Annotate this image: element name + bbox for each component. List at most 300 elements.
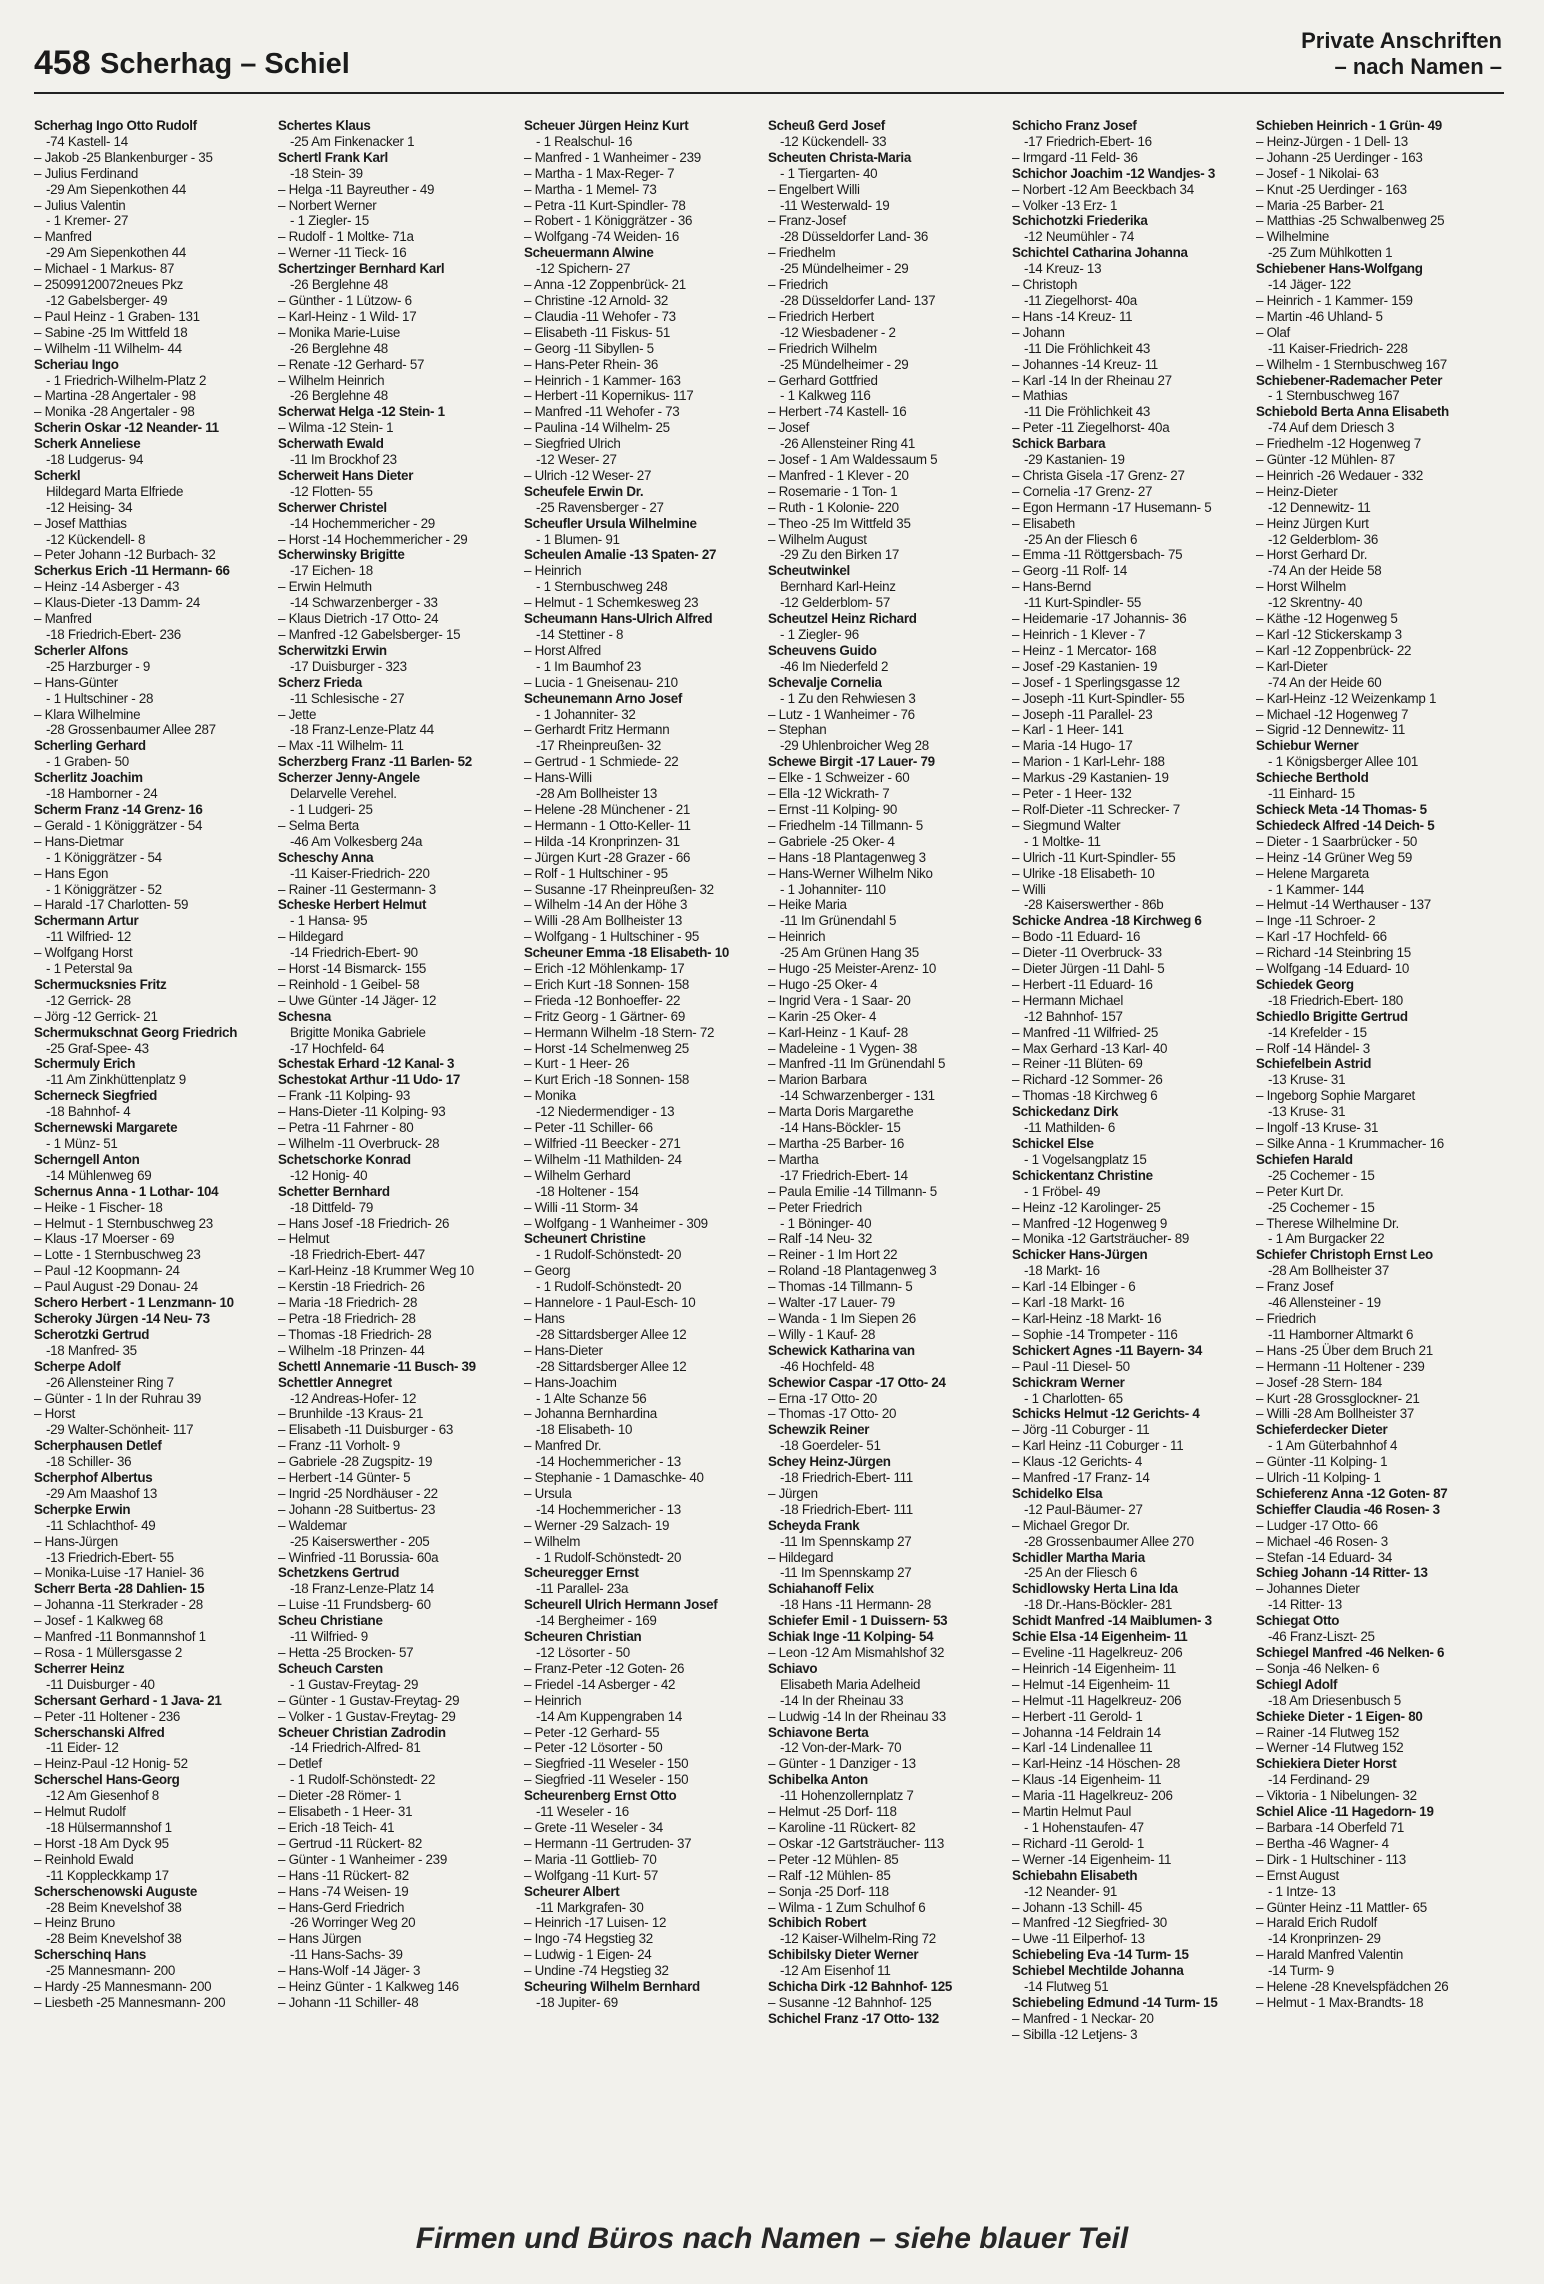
listing-name-entry: Schewzik Reiner — [768, 1422, 870, 1438]
listing-line: -13 Kruse- 31 — [1268, 1072, 1346, 1088]
listing-line: – Friedrich — [768, 277, 828, 293]
listing-line: -12 Kückendell- 8 — [46, 531, 146, 547]
listing-line: – Karl-Heinz -14 Höschen- 28 — [1012, 1756, 1180, 1772]
listing-line: - 1 Rudolf-Schönstedt- 20 — [536, 1549, 682, 1565]
listing-line: – Klaus -14 Eigenheim- 11 — [1012, 1772, 1162, 1788]
listing-name-entry: Scheschy Anna — [278, 849, 374, 865]
listing-line: – Helmut - 1 Schemkesweg 23 — [524, 595, 699, 611]
listing-line: – Elisabeth -11 Duisburger - 63 — [278, 1422, 454, 1438]
listing-line: -11 Kaiser-Friedrich- 228 — [1268, 340, 1408, 356]
listing-name-entry: Schicho Franz Josef — [1012, 118, 1137, 133]
listing-line: - 1 Hultschiner - 28 — [46, 690, 154, 706]
listing-name-entry: Schiebahn Elisabeth — [1012, 1867, 1138, 1883]
listing-line: – Ralf -12 Mühlen- 85 — [768, 1867, 891, 1883]
listing-line: – Ingo -74 Hegstieg 32 — [524, 1931, 653, 1947]
listing-line: – Richard -12 Sommer- 26 — [1012, 1072, 1163, 1088]
listing-line: – Fritz Georg - 1 Gärtner- 69 — [524, 1008, 685, 1024]
listing-line: – Detlef — [278, 1756, 322, 1772]
listing-line: -25 Cochemer - 15 — [1268, 1167, 1375, 1183]
listing-line: - 1 Kremer- 27 — [46, 213, 129, 229]
listing-line: – Heike - 1 Fischer- 18 — [34, 1199, 163, 1215]
listing-line: -18 Goerdeler- 51 — [780, 1438, 881, 1454]
listing-line: -25 An der Fliesch 6 — [1024, 531, 1138, 547]
listing-line: – Manfred -11 Im Grünendahl 5 — [768, 1056, 946, 1072]
listing-line: – Erich -18 Teich- 41 — [278, 1819, 395, 1835]
listing-line: – Ingeborg Sophie Margaret — [1256, 1088, 1415, 1104]
listing-line: – Josef - 1 Am Waldessaum 5 — [768, 452, 938, 468]
listing-line: – Wilhelm -11 Overbruck- 28 — [278, 1136, 440, 1151]
listing-line: -18 Holtener - 154 — [536, 1183, 639, 1199]
listing-line: – Sophie -14 Trompeter - 116 — [1012, 1326, 1178, 1342]
listing-line: – Josef - 1 Kalkweg 68 — [34, 1613, 163, 1629]
listing-line: – Kurt - 1 Heer- 26 — [524, 1056, 630, 1072]
listing-line: – Helmut -14 Werthauser - 137 — [1256, 897, 1431, 913]
listing-line: – Karl -17 Hochfeld- 66 — [1256, 929, 1387, 945]
listing-line: -14 Ferdinand- 29 — [1268, 1772, 1370, 1788]
listing-name-entry: Schiak Inge -11 Kolping- 54 — [768, 1629, 934, 1645]
listing-name-entry: Scherzer Jenny-Angele — [278, 770, 420, 786]
listing-name-entry: Schiebel Mechtilde Johanna — [1012, 1963, 1184, 1979]
listing-line: – Theo -25 Im Wittfeld 35 — [768, 515, 911, 531]
listing-line: -14 Hochemmericher - 13 — [536, 1454, 681, 1470]
listing-line: – Christoph — [1012, 277, 1078, 293]
listing-line: – Max -11 Wilhelm- 11 — [278, 738, 404, 754]
listing-line: – Heinz Bruno — [34, 1915, 115, 1931]
listing-line: – Rudolf - 1 Moltke- 71a — [278, 229, 414, 245]
listing-line: – Susanne -17 Rheinpreußen- 32 — [524, 881, 714, 897]
listing-line: – Richard -14 Steinbring 15 — [1256, 945, 1411, 961]
listing-line: -14 Kreuz- 13 — [1024, 261, 1102, 277]
listing-line: – Peter -11 Schiller- 66 — [524, 1120, 653, 1136]
listing-line: -12 Spichern- 27 — [536, 261, 631, 277]
listing-name-entry: Schicke Andrea -18 Kirchweg 6 — [1012, 913, 1202, 929]
listing-line: – Dieter - 1 Saarbrücker - 50 — [1256, 833, 1417, 849]
listing-line: -25 Cochemer - 15 — [1268, 1199, 1375, 1215]
listing-line: – Heinrich -14 Eigenheim- 11 — [1012, 1660, 1177, 1676]
listing-line: – Karoline -11 Rückert- 82 — [768, 1819, 916, 1835]
listing-line: – Helmut Rudolf — [34, 1804, 126, 1820]
listing-line: -14 Turm- 9 — [1268, 1963, 1334, 1979]
listing-line: -12 Bahnhof- 157 — [1024, 1008, 1123, 1024]
listing-line: – Hans Josef -18 Friedrich- 26 — [278, 1215, 450, 1231]
listing-line: – Frieda -12 Bonhoeffer- 22 — [524, 992, 681, 1008]
listing-line: – Horst -14 Hochemmericher - 29 — [278, 531, 468, 547]
listing-line: – Manfred -12 Siegfried- 30 — [1012, 1915, 1167, 1931]
listing-line: -11 Ziegelhorst- 40a — [1024, 292, 1137, 308]
listing-line: – Herbert -14 Günter- 5 — [278, 1470, 411, 1486]
listing-line: – Paul -12 Koopmann- 24 — [34, 1263, 180, 1279]
listing-line: – Hans — [524, 1310, 565, 1326]
listing-line: Brigitte Monika Gabriele — [290, 1024, 426, 1040]
listing-line: -14 Schwarzenberger - 131 — [780, 1088, 935, 1104]
listing-line: – Helmut -25 Dorf- 118 — [768, 1804, 897, 1820]
listing-line: – Hans-Dieter — [524, 1342, 603, 1358]
listing-line: – Michael -46 Rosen- 3 — [1256, 1533, 1388, 1549]
listing-line: -12 Gabelsberger- 49 — [46, 292, 168, 308]
listing-line: – Susanne -12 Bahnhof- 125 — [768, 1994, 932, 2010]
listing-line: – Friedhelm -12 Hogenweg 7 — [1256, 436, 1421, 452]
listing-line: – Brunhilde -13 Kraus- 21 — [278, 1406, 424, 1422]
listing-line: -12 Am Giesenhof 8 — [46, 1788, 159, 1804]
listing-line: – Martha - 1 Memel- 73 — [524, 181, 657, 197]
listing-line: – Johann -11 Schiller- 48 — [278, 1994, 419, 2010]
listing-line: – Norbert -12 Am Beeckbach 34 — [1012, 181, 1194, 197]
listing-line: – Elisabeth — [1012, 515, 1075, 531]
listing-line: – Lucia - 1 Gneisenau- 210 — [524, 674, 678, 690]
directory-columns — [34, 118, 1504, 2203]
listing-line: – Friedel -14 Asberger - 42 — [524, 1676, 676, 1692]
listing-line: – Heinz Jürgen Kurt — [1256, 515, 1369, 531]
listing-line: -11 Einhard- 15 — [1268, 786, 1355, 802]
listing-line: -11 Markgrafen- 30 — [536, 1899, 644, 1915]
listing-line: – Horst -14 Bismarck- 155 — [278, 961, 427, 977]
listing-line: -14 Friedrich-Ebert- 90 — [290, 945, 418, 961]
listing-line: – Knut -25 Uerdinger - 163 — [1256, 181, 1407, 197]
listing-line: – Heinz -14 Asberger - 43 — [34, 579, 180, 595]
listing-line: – Marta Doris Margarethe — [768, 1104, 914, 1120]
listing-line: – Maria -11 Gottlieb- 70 — [524, 1851, 657, 1867]
listing-line: Hildegard Marta Elfriede — [46, 483, 184, 499]
listing-name-entry: Schewick Katharina van — [768, 1342, 915, 1358]
listing-line: -12 Andreas-Hofer- 12 — [290, 1390, 417, 1406]
listing-line: -11 Weseler - 16 — [536, 1804, 629, 1820]
listing-line: - 1 Rudolf-Schönstedt- 22 — [290, 1772, 436, 1788]
listing-line: – Horst -18 Am Dyck 95 — [34, 1835, 169, 1851]
listing-name-entry: Scherpke Erwin — [34, 1501, 131, 1517]
listing-line: -11 Schlachthof- 49 — [46, 1517, 156, 1533]
listing-line: – Klaus -12 Gerichts- 4 — [1012, 1454, 1143, 1470]
listing-line: – Robert - 1 Königgrätzer - 36 — [524, 213, 693, 229]
listing-line: -17 Duisburger - 323 — [290, 658, 407, 674]
listing-line: – Hans -25 Über dem Bruch 21 — [1256, 1342, 1433, 1358]
listing-name-entry: Schiegl Adolf — [1256, 1676, 1338, 1692]
listing-line: – Dieter Jürgen -11 Dahl- 5 — [1012, 961, 1165, 977]
listing-line: – Helene -28 Knevelspfädchen 26 — [1256, 1979, 1449, 1995]
listing-line: - 1 Königgrätzer - 54 — [46, 849, 162, 865]
listing-line: – Paul Heinz - 1 Graben- 131 — [34, 308, 200, 324]
listing-line: – Ulrich -11 Kolping- 1 — [1256, 1470, 1381, 1486]
page-name-range: Scherhag – Schiel — [100, 48, 350, 80]
listing-line: - 1 Friedrich-Wilhelm-Platz 2 — [46, 372, 207, 388]
listing-line: – Wilhelm Heinrich — [278, 372, 385, 388]
listing-line: -74 Kastell- 14 — [46, 133, 128, 149]
listing-line: - 1 Vogelsangplatz 15 — [1024, 1151, 1147, 1167]
listing-line: – Erich Kurt -18 Sonnen- 158 — [524, 976, 690, 992]
listing-line: – Hans-Wolf -14 Jäger- 3 — [278, 1963, 421, 1979]
listing-line: – Herbert -11 Eduard- 16 — [1012, 976, 1153, 992]
listing-name-entry: Scheuregger Ernst — [524, 1565, 639, 1581]
listing-line: -28 Grossenbaumer Allee 270 — [1024, 1533, 1194, 1549]
listing-line: – Anna -12 Zoppenbrück- 21 — [524, 277, 686, 293]
listing-line: – Peter Friedrich — [768, 1199, 862, 1215]
listing-line: -12 Heising- 34 — [46, 499, 133, 515]
column-5 — [1012, 118, 1255, 2203]
listing-line: – Franz Josef — [1256, 1279, 1334, 1295]
listing-line: – Johanna -11 Sterkrader - 28 — [34, 1597, 203, 1613]
listing-line: - 1 Rudolf-Schönstedt- 20 — [536, 1279, 682, 1295]
listing-line: - 1 Intze- 13 — [1268, 1883, 1336, 1899]
listing-line: - 1 Kammer- 144 — [1268, 881, 1364, 897]
listing-line: Delarvelle Verehel. — [290, 786, 397, 802]
listing-line: – Hans-Willi — [524, 770, 592, 786]
listing-line: – Helene -28 Münchener - 21 — [524, 801, 691, 817]
listing-line: – Norbert Werner — [278, 197, 377, 213]
listing-line: -18 Elisabeth- 10 — [536, 1422, 633, 1438]
listing-line: – Heinz - 1 Mercator- 168 — [1012, 642, 1157, 658]
listing-line: -14 Ritter- 13 — [1268, 1597, 1342, 1613]
listing-line: – Frank -11 Kolping- 93 — [278, 1088, 411, 1104]
listing-line: – Gertrud - 1 Schmiede- 22 — [524, 754, 679, 770]
listing-line: -14 Friedrich-Alfred- 81 — [290, 1740, 421, 1756]
listing-line: – Heinrich - 1 Kammer- 159 — [1256, 292, 1413, 308]
listing-line: – Gertrud -11 Rückert- 82 — [278, 1835, 423, 1851]
listing-name-entry: Scherphausen Detlef — [34, 1438, 162, 1454]
listing-line: – Paulina -14 Wilhelm- 25 — [524, 420, 670, 436]
listing-line: -18 Friedrich-Ebert- 111 — [780, 1501, 913, 1517]
listing-line: – Käthe -12 Hogenweg 5 — [1256, 611, 1398, 627]
listing-name-entry: Scheriau Ingo — [34, 356, 119, 372]
listing-name-entry: Schieferenz Anna -12 Goten- 87 — [1256, 1485, 1448, 1501]
listing-line: -11 Wilfried- 9 — [290, 1629, 368, 1645]
listing-line: – Ernst -11 Kolping- 90 — [768, 801, 898, 817]
listing-line: – Günter -11 Kolping- 1 — [1256, 1454, 1388, 1470]
listing-name-entry: Scherwitzki Erwin — [278, 642, 387, 658]
listing-line: – Elke - 1 Schweizer - 60 — [768, 770, 910, 786]
listing-line: – Peter Johann -12 Burbach- 32 — [34, 547, 216, 563]
listing-line: – Ulrich -12 Weser- 27 — [524, 467, 652, 483]
listing-name-entry: Schibelka Anton — [768, 1772, 868, 1788]
listing-line: -14 Flutweg 51 — [1024, 1979, 1109, 1995]
listing-line: – Günter - 1 Wanheimer - 239 — [278, 1851, 447, 1867]
listing-name-entry: Schestokat Arthur -11 Udo- 17 — [278, 1072, 461, 1088]
listing-line: – Heinz-Paul -12 Honig- 52 — [34, 1756, 188, 1772]
listing-line: - 1 Johanniter- 110 — [780, 881, 886, 897]
listing-line: – Heinrich - 1 Klever - 7 — [1012, 627, 1146, 642]
listing-line: – Georg -11 Rolf- 14 — [1012, 563, 1128, 579]
listing-line: – Jörg -12 Gerrick- 21 — [34, 1008, 158, 1024]
listing-line: – Martha - 1 Max-Reger- 7 — [524, 165, 675, 181]
listing-line: - 1 Alte Schanze 56 — [536, 1390, 647, 1406]
listing-line: -25 Mannesmann- 200 — [46, 1963, 176, 1979]
listing-line: - 1 Zu den Rehwiesen 3 — [780, 690, 916, 706]
listing-line: – Günter - 1 Danziger - 13 — [768, 1756, 916, 1772]
listing-line: – Johann -13 Schill- 45 — [1012, 1899, 1143, 1915]
listing-line: – Undine -74 Hegstieg 32 — [524, 1963, 669, 1979]
listing-line: – Karl -14 In der Rheinau 27 — [1012, 372, 1172, 388]
listing-line: – Erich -12 Möhlenkamp- 17 — [524, 961, 685, 977]
listing-line: – Helmut -14 Eigenheim- 11 — [1012, 1676, 1170, 1692]
listing-line: – Georg — [524, 1263, 571, 1279]
listing-line: – Hans-Dieter -11 Kolping- 93 — [278, 1104, 446, 1120]
listing-line: -28 Beim Knevelshof 38 — [46, 1899, 182, 1915]
listing-name-entry: Schickel Else — [1012, 1136, 1094, 1151]
listing-line: – Josef -29 Kastanien- 19 — [1012, 658, 1158, 674]
listing-line: -17 Rheinpreußen- 32 — [536, 738, 662, 754]
listing-name-entry: Schickentanz Christine — [1012, 1167, 1153, 1183]
listing-line: -12 Gelderblom- 36 — [1268, 531, 1378, 547]
listing-name-entry: Schiahanoff Felix — [768, 1581, 874, 1597]
listing-line: – Josef — [768, 420, 810, 436]
listing-name-entry: Schiegat Otto — [1256, 1613, 1340, 1629]
listing-line: – Helga -11 Bayreuther - 49 — [278, 181, 435, 197]
listing-line: – Maria -11 Hagelkreuz- 206 — [1012, 1788, 1173, 1804]
listing-line: – Manfred -12 Gabelsberger- 15 — [278, 627, 461, 642]
listing-line: – Hans-Jürgen — [34, 1533, 118, 1549]
listing-line: -46 Allensteiner - 19 — [1268, 1295, 1381, 1311]
listing-line: -18 Bahnhof- 4 — [46, 1104, 131, 1120]
listing-line: -11 Die Fröhlichkeit 43 — [1024, 404, 1151, 420]
listing-name-entry: Schiefer Emil - 1 Duissern- 53 — [768, 1613, 948, 1629]
listing-line: -17 Hochfeld- 64 — [290, 1040, 385, 1056]
listing-line: – Willi -28 Am Bollheister 13 — [524, 913, 683, 929]
listing-name-entry: Schernewski Margarete — [34, 1120, 178, 1136]
listing-line: – Karl -18 Markt- 16 — [1012, 1295, 1125, 1311]
listing-line: – Horst Gerhard Dr. — [1256, 547, 1368, 563]
listing-line: – Heinrich — [524, 1692, 582, 1708]
listing-line: – Rainer -11 Gestermann- 3 — [278, 881, 436, 897]
listing-line: -11 Wilfried- 12 — [46, 929, 131, 945]
listing-line: – Irmgard -11 Feld- 36 — [1012, 149, 1138, 165]
listing-line: – Rolf -14 Händel- 3 — [1256, 1040, 1370, 1056]
listing-line: -18 Friedrich-Ebert- 180 — [1268, 992, 1403, 1008]
listing-line: – Erwin Helmuth — [278, 579, 372, 595]
listing-line: - 1 Peterstal 9a — [46, 961, 133, 977]
listing-line: – Reiner -11 Blüten- 69 — [1012, 1056, 1143, 1072]
listing-name-entry: Schiefelbein Astrid — [1256, 1056, 1372, 1072]
listing-line: – Rosa - 1 Müllersgasse 2 — [34, 1645, 183, 1660]
listing-line: -11 Kurt-Spindler- 55 — [1024, 595, 1142, 611]
listing-line: – Wolfgang - 1 Hultschiner - 95 — [524, 929, 700, 945]
listing-line: -12 Weser- 27 — [536, 452, 617, 468]
listing-line: – Karl -12 Zoppenbrück- 22 — [1256, 642, 1412, 658]
listing-line: – Barbara -14 Oberfeld 71 — [1256, 1819, 1405, 1835]
listing-line: – Harald -17 Charlotten- 59 — [34, 897, 189, 913]
listing-line: -26 Berglehne 48 — [290, 277, 388, 293]
listing-name-entry: Scherk Anneliese — [34, 436, 141, 452]
listing-line: -18 Franz-Lenze-Platz 14 — [290, 1581, 434, 1597]
listing-line: – Rainer -14 Flutweg 152 — [1256, 1724, 1400, 1740]
listing-line: -17 Eichen- 18 — [290, 563, 373, 579]
listing-line: -14 Hochemmericher - 13 — [536, 1501, 681, 1517]
listing-line: – Reinhold - 1 Geibel- 58 — [278, 976, 420, 992]
listing-line: – Hans-Joachim — [524, 1374, 617, 1390]
listing-line: – Jakob -25 Blankenburger - 35 — [34, 149, 213, 165]
listing-line: – Silke Anna - 1 Krummacher- 16 — [1256, 1136, 1444, 1151]
listing-line: - 1 Moltke- 11 — [1024, 833, 1101, 849]
listing-line: – Jürgen — [768, 1485, 818, 1501]
listing-line: -11 Im Grünendahl 5 — [780, 913, 897, 929]
page-number: 458 — [34, 44, 91, 82]
listing-line: -12 Wiesbadener - 2 — [780, 324, 896, 340]
listing-line: – Wilhelm -11 Mathilden- 24 — [524, 1151, 682, 1167]
listing-line: – Johanna Bernhardina — [524, 1406, 657, 1422]
listing-line: – Ulrich -11 Kurt-Spindler- 55 — [1012, 849, 1176, 865]
listing-line: – Paul August -29 Donau- 24 — [34, 1279, 198, 1295]
listing-line: -29 Am Siepenkothen 44 — [46, 181, 187, 197]
listing-name-entry: Schiebold Berta Anna Elisabeth — [1256, 404, 1449, 420]
listing-line: – Gerhardt Fritz Hermann — [524, 722, 670, 738]
listing-line: -11 Koppleckkamp 17 — [46, 1867, 169, 1883]
listing-line: – Franz-Josef — [768, 213, 846, 229]
listing-line: -28 Düsseldorfer Land- 36 — [780, 229, 929, 245]
listing-line: -46 Franz-Liszt- 25 — [1268, 1629, 1375, 1645]
listing-line: – Klaus-Dieter -13 Damm- 24 — [34, 595, 201, 611]
listing-name-entry: Scherphof Albertus — [34, 1470, 153, 1486]
listing-line: -26 Worringer Weg 20 — [290, 1915, 416, 1931]
listing-line: – Hetta -25 Brocken- 57 — [278, 1645, 414, 1660]
listing-line: – Maria -25 Barber- 21 — [1256, 197, 1385, 213]
listing-name-entry: Schero Herbert - 1 Lenzmann- 10 — [34, 1295, 234, 1311]
listing-line: -11 Hans-Sachs- 39 — [290, 1947, 403, 1963]
listing-line: – Karl -12 Stickerskamp 3 — [1256, 627, 1402, 642]
listing-line: – Helmut - 1 Max-Brandts- 18 — [1256, 1994, 1424, 2010]
listing-line: – Ingrid Vera - 1 Saar- 20 — [768, 992, 911, 1008]
listing-line: – Wilhelm -11 Wilhelm- 44 — [34, 340, 182, 356]
listing-line: – Roland -18 Plantagenweg 3 — [768, 1263, 937, 1279]
listing-line: -14 Krefelder - 15 — [1268, 1024, 1367, 1040]
listing-line: – Ulrike -18 Elisabeth- 10 — [1012, 865, 1155, 881]
listing-line: -25 Am Finkenacker 1 — [290, 133, 415, 149]
listing-name-entry: Schiebur Werner — [1256, 738, 1359, 754]
listing-line: – Paula Emilie -14 Tillmann- 5 — [768, 1183, 937, 1199]
listing-line: – Horst -14 Schelmenweg 25 — [524, 1040, 689, 1056]
listing-name-entry: Schiebeling Eva -14 Turm- 15 — [1012, 1947, 1189, 1963]
listing-name-entry: Schettler Annegret — [278, 1374, 392, 1390]
listing-name-entry: Scheu Christiane — [278, 1613, 383, 1629]
listing-line: – Walter -17 Lauer- 79 — [768, 1295, 895, 1311]
listing-name-entry: Scherwer Christel — [278, 499, 387, 515]
listing-line: – Heinrich -26 Wedauer - 332 — [1256, 467, 1424, 483]
listing-line: – Manfred - 1 Klever - 20 — [768, 467, 909, 483]
listing-name-entry: Schernus Anna - 1 Lothar- 104 — [34, 1183, 219, 1199]
listing-line: – Manfred -11 Wilfried- 25 — [1012, 1024, 1159, 1040]
column-6 — [1256, 118, 1499, 2203]
listing-line: -74 An der Heide 58 — [1268, 563, 1382, 579]
listing-line: - 1 Gustav-Freytag- 29 — [290, 1676, 419, 1692]
listing-line: – Karl-Dieter — [1256, 658, 1328, 674]
listing-line: – Klaus -17 Moerser - 69 — [34, 1231, 175, 1247]
listing-line: – Gabriele -28 Zugspitz- 19 — [278, 1454, 433, 1470]
listing-line: Elisabeth Maria Adelheid — [780, 1676, 921, 1692]
listing-line: -28 Sittardsberger Allee 12 — [536, 1358, 687, 1374]
listing-line: – Wilma -12 Stein- 1 — [278, 420, 394, 436]
listing-line: – Grete -11 Weseler - 34 — [524, 1819, 663, 1835]
listing-name-entry: Schiefen Harald — [1256, 1151, 1353, 1167]
listing-line: – Inge -11 Schroer- 2 — [1256, 913, 1376, 929]
listing-line: – Wilhelmine — [1256, 229, 1330, 245]
listing-line: – Marion - 1 Karl-Lehr- 188 — [1012, 754, 1165, 770]
listing-line: – Wolfgang -14 Eduard- 10 — [1256, 961, 1410, 977]
page-header — [0, 0, 1544, 118]
listing-line: -46 Am Volkesberg 24a — [290, 833, 423, 849]
listing-name-entry: Schermukschnat Georg Friedrich — [34, 1024, 238, 1040]
listing-line: -11 Westerwald- 19 — [780, 197, 890, 213]
listing-name-entry: Schestak Erhard -12 Kanal- 3 — [278, 1056, 455, 1072]
column-3 — [524, 118, 767, 2203]
listing-line: – Selma Berta — [278, 817, 359, 833]
listing-line: - 1 Im Baumhof 23 — [536, 658, 642, 674]
listing-line: – Ernst August — [1256, 1867, 1339, 1883]
listing-name-entry: Scherpe Adolf — [34, 1358, 121, 1374]
listing-name-entry: Schiavone Berta — [768, 1724, 869, 1740]
listing-line: – Karl-Heinz -18 Krummer Weg 10 — [278, 1263, 474, 1279]
listing-line: – Manfred Dr. — [524, 1438, 602, 1454]
listing-name-entry: Scheuß Gerd Josef — [768, 118, 885, 133]
listing-line: – Ludwig -14 In der Rheinau 33 — [768, 1708, 946, 1724]
listing-line: -12 Dennewitz- 11 — [1268, 499, 1371, 515]
listing-line: – Viktoria - 1 Nibelungen- 32 — [1256, 1788, 1417, 1804]
listing-name-entry: Scheyda Frank — [768, 1517, 860, 1533]
